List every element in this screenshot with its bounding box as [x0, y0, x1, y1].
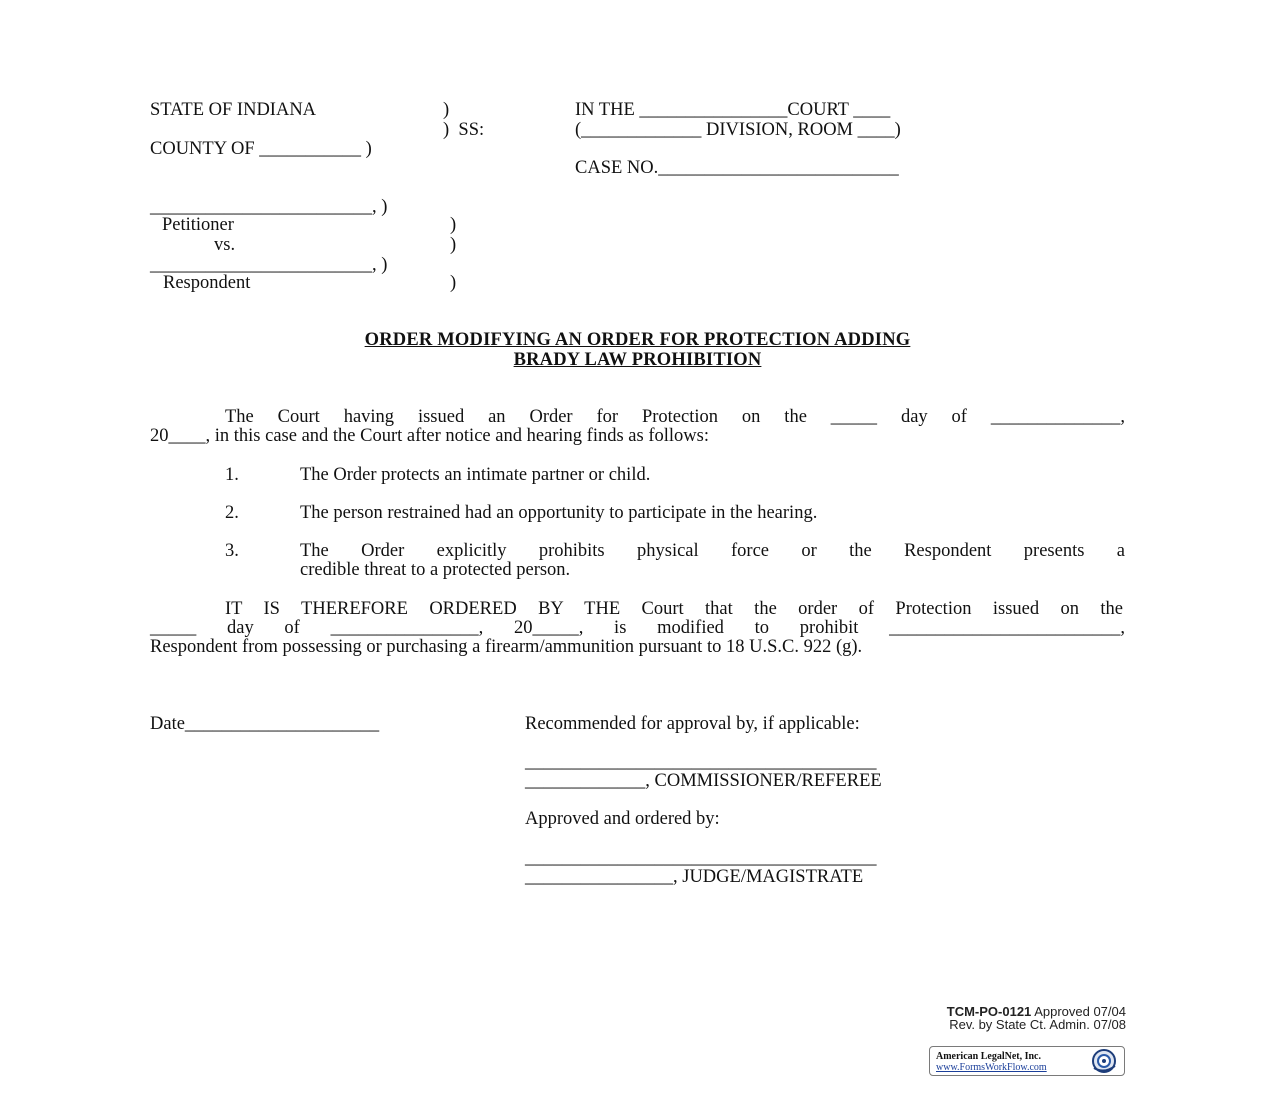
- recommended-label: Recommended for approval by, if applicable:: [525, 714, 860, 734]
- finding-text-continued: credible threat to a protected person.: [300, 560, 571, 580]
- judge-label: ________________, JUDGE/MAGISTRATE: [525, 867, 864, 887]
- finding-text: The person restrained had an opportunity to participate in the hearing.: [300, 503, 818, 523]
- finding-number: 1.: [225, 465, 239, 485]
- judge-signature-line: ______________________________________: [525, 848, 877, 868]
- approved-label: Approved and ordered by:: [525, 809, 720, 829]
- order-paragraph-line3: Respondent from possessing or purchasing a firearm/ammunition pursuant to 18 U.S.C. 922 (g).: [150, 637, 863, 657]
- state-label: STATE OF INDIANA: [150, 100, 317, 120]
- petitioner-blank: ________________________, ): [150, 197, 388, 217]
- intro-paragraph-line2: 20____, in this case and the Court after notice and hearing finds as follows:: [150, 426, 709, 446]
- publisher-logo-icon: [1086, 1048, 1120, 1074]
- finding-number: 2.: [225, 503, 239, 523]
- revision-note: Rev. by State Ct. Admin. 07/08: [949, 1017, 1126, 1032]
- publisher-badge[interactable]: [929, 1046, 1125, 1076]
- date-field: Date_____________________: [150, 714, 380, 734]
- party-paren: ): [450, 235, 457, 255]
- court-line: IN THE ________________COURT ____: [575, 100, 891, 120]
- petitioner-label: Petitioner: [162, 215, 234, 235]
- document-title-line1: ORDER MODIFYING AN ORDER FOR PROTECTION ADDING: [364, 330, 911, 350]
- ss-label: ) SS:: [443, 120, 485, 140]
- finding-text: The Order explicitly prohibits physical force or the Respondent presents a: [300, 541, 1125, 561]
- party-paren: ): [450, 215, 457, 235]
- form-code: TCM-PO-0121: [946, 1004, 1032, 1019]
- intro-paragraph-line1: The Court having issued an Order for Protection on the _____ day of ______________,: [225, 407, 1125, 427]
- respondent-blank: ________________________, ): [150, 255, 388, 275]
- case-number: CASE NO.__________________________: [575, 158, 899, 178]
- finding-number: 3.: [225, 541, 239, 561]
- commissioner-signature-line: ______________________________________: [525, 752, 877, 772]
- order-paragraph-line1: IT IS THEREFORE ORDERED BY THE Court that the order of Protection issued on the: [225, 599, 1123, 619]
- approved-date: Approved 07/04: [1031, 1004, 1126, 1019]
- document-title-line2: BRADY LAW PROHIBITION: [513, 350, 762, 370]
- respondent-label: Respondent: [163, 273, 251, 293]
- finding-text: The Order protects an intimate partner or child.: [300, 465, 651, 485]
- party-paren: ): [450, 273, 457, 293]
- versus-label: vs.: [214, 235, 236, 255]
- commissioner-label: _____________, COMMISSIONER/REFEREE: [525, 771, 882, 791]
- order-paragraph-line2: _____ day of ________________, 20_____, is modified to prohibit _________________________,: [150, 618, 1125, 638]
- county-label: COUNTY OF ___________ ): [150, 139, 372, 159]
- publisher-name: American LegalNet, Inc.: [936, 1051, 1041, 1062]
- division-line: (_____________ DIVISION, ROOM ____): [575, 120, 901, 140]
- caption-paren: ): [443, 100, 450, 120]
- publisher-url[interactable]: www.FormsWorkFlow.com: [936, 1062, 1047, 1073]
